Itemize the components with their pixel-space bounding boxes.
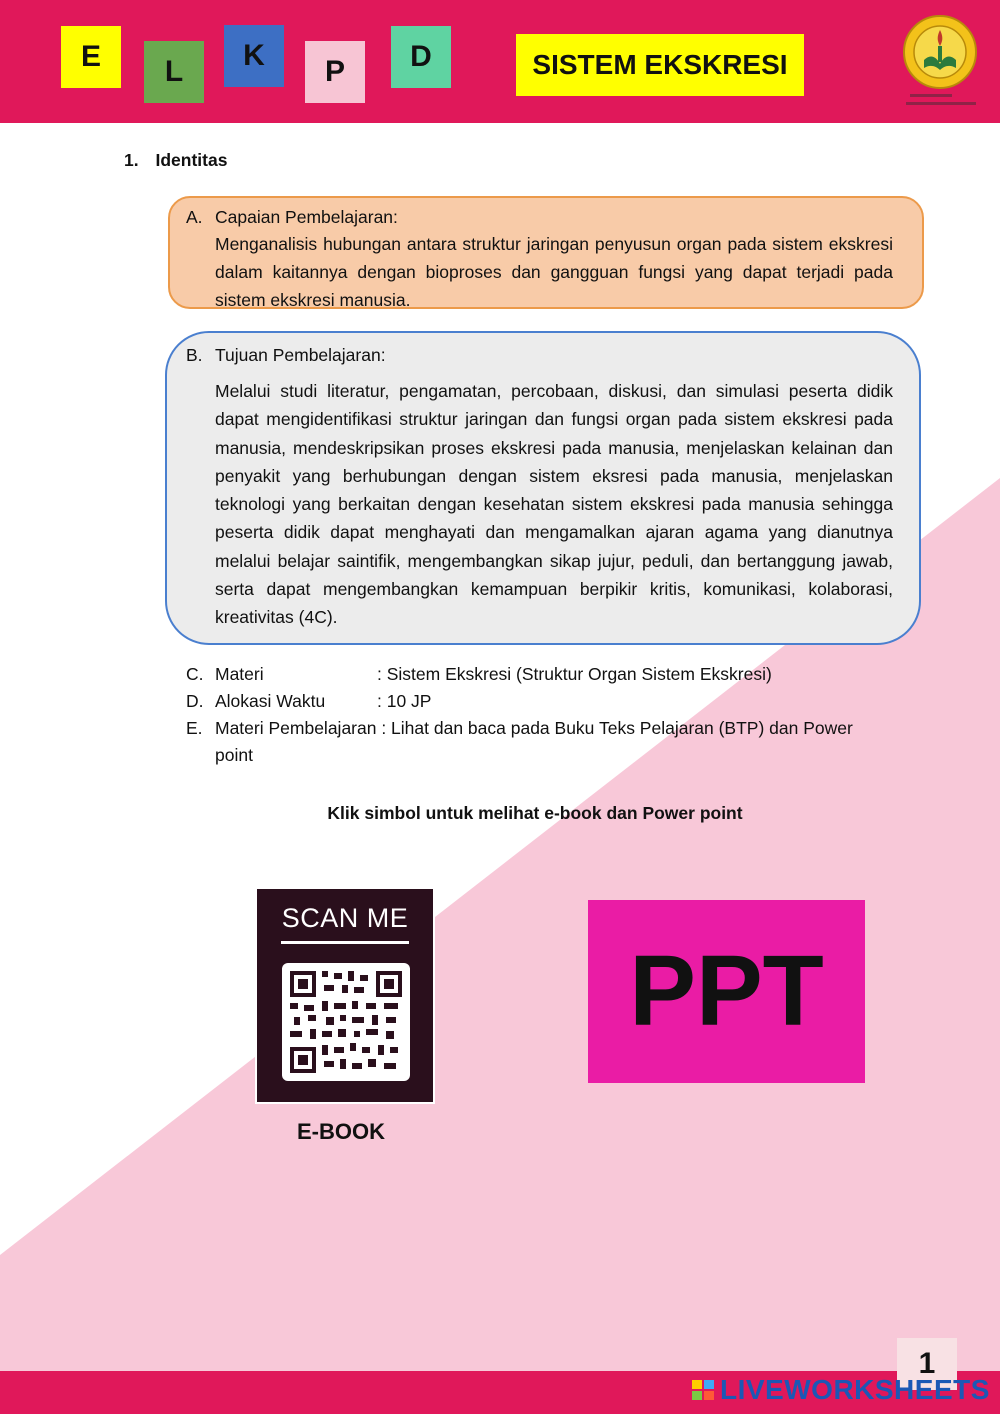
detail-label: Alokasi Waktu (215, 691, 326, 711)
detail-value: : Sistem Ekskresi (Struktur Organ Sistem Ekskresi) (377, 664, 772, 684)
detail-label: Materi Pembelajaran (215, 718, 377, 738)
header-bar (0, 0, 1000, 123)
page-number: 1 (897, 1338, 957, 1390)
university-seal-icon (900, 12, 980, 112)
tile-e: E (61, 26, 121, 88)
tile-d: D (391, 26, 451, 88)
capaian-body: Menganalisis hubungan antara struktur jaringan penyusun organ pada sistem ekskresi dalam kaitannya dengan bioproses dan gangguan fungsi yang dapat terjadi pada sistem ekskresi manusia. (215, 234, 893, 310)
liveworksheets-brand[interactable] (692, 1374, 990, 1406)
brand-text: LIVEWORKSHEETS (720, 1374, 990, 1405)
scan-divider (281, 941, 409, 944)
tujuan-title: Tujuan Pembelajaran: (215, 345, 386, 365)
detail-label: Materi (215, 664, 264, 684)
capaian-title: Capaian Pembelajaran: (215, 207, 398, 227)
liveworksheets-logo-icon (692, 1380, 714, 1400)
instruction-text: Klik simbol untuk melihat e-book dan Power point (327, 803, 743, 823)
capaian-letter: A. (186, 207, 203, 227)
ebook-caption: E-BOOK (297, 1119, 385, 1144)
section-title: Identitas (155, 150, 228, 170)
tile-p: P (305, 41, 365, 103)
detail-letter: E. (186, 718, 203, 738)
detail-letter: D. (186, 691, 204, 711)
tujuan-body: Melalui studi literatur, pengamatan, percobaan, diskusi, dan simulasi peserta didik dapat mengidentifikasi struktur jaringan dan fungsi organ pada sistem ekskresi pada manusia, mendeskripsikan proses ekskresi pada manusia, menjelaskan kelainan dan penyakit yang berhubungan dengan sistem eksresi pada manusia, menjelaskan teknologi yang berkaitan dengan kesehatan sistem ekskresi pada manusia sehingga peserta didik dapat menghayati dan mengamalkan ajaran agama yang dianutnya melalui belajar saintifik, mengembangkan sikap jujur, peduli, dan bertanggung jawab, serta dapat mengembangkan kemampuan berpikir kritis, komunikasi, kolaborasi, kreativitas (4C). (215, 381, 893, 628)
section-number: 1. (124, 150, 139, 170)
tile-l: L (144, 41, 204, 103)
section-heading (124, 150, 227, 171)
detail-line (215, 714, 853, 742)
scan-me-label: SCAN ME (281, 903, 409, 933)
tile-k: K (224, 25, 284, 87)
tujuan-letter: B. (186, 345, 203, 365)
ppt-button[interactable]: PPT (588, 900, 865, 1083)
ebook-qr-card[interactable] (255, 887, 435, 1104)
detail-value: : Lihat dan baca pada Buku Teks Pelajaran (BTP) dan Power (376, 718, 853, 738)
detail-letter: C. (186, 664, 204, 684)
qr-code-icon (282, 963, 410, 1081)
detail-continuation: point (215, 745, 253, 765)
detail-value: : 10 JP (377, 691, 432, 711)
page-title: SISTEM EKSKRESI (516, 34, 804, 96)
